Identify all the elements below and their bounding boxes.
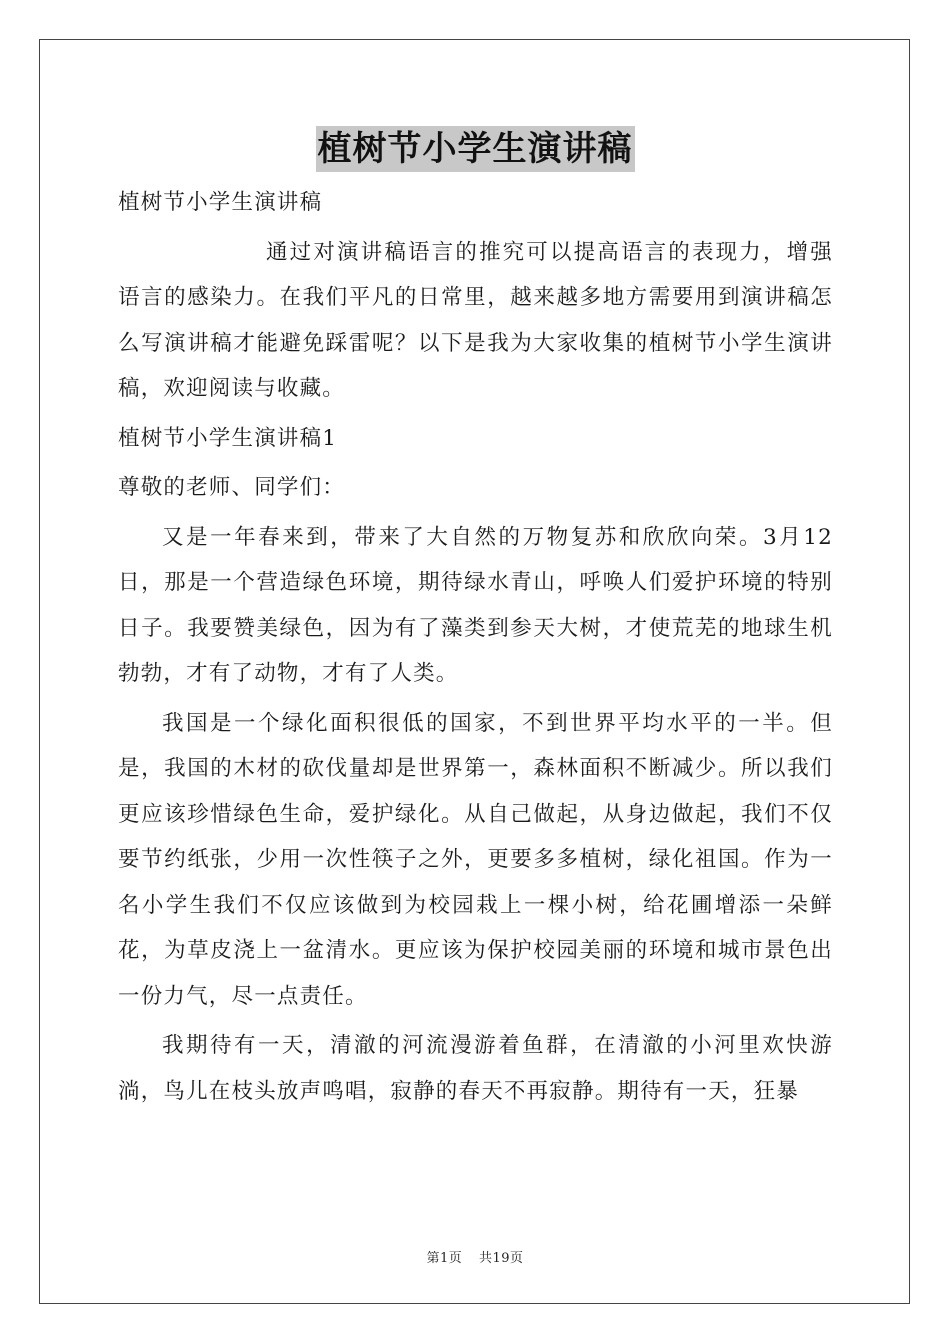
document-title: 植树节小学生演讲稿 bbox=[316, 126, 635, 172]
body-paragraph: 我国是一个绿化面积很低的国家，不到世界平均水平的一半。但是，我国的木材的砍伐量却是世界第一，森林面积不断减少。所以我们更应该珍惜绿色生命，爱护绿化。从自己做起，从身边做起，我们不仅要节约纸张，少用一次性筷子之外，更要多多植树，绿化祖国。作为一名小学生我们不仅应该做到为校园栽上一棵小树，给花圃增添一朵鲜花，为草皮浇上一盆清水。更应该为保护校园美丽的环境和城市景色出一份力气，尽一点责任。 bbox=[118, 710, 833, 1009]
body-paragraph: 我期待有一天，清澈的河流漫游着鱼群，在清澈的小河里欢快游淌，鸟儿在枝头放声鸣唱，寂静的春天不再寂静。期待有一天，狂暴 bbox=[118, 1033, 833, 1104]
body-paragraph: 又是一年春来到，带来了大自然的万物复苏和欣欣向荣。3月12日，那是一个营造绿色环境，期待绿水青山，呼唤人们爱护环境的特别日子。我要赞美绿色，因为有了藻类到参天大树，才使荒芜的地球生机勃勃，才有了动物，才有了人类。 bbox=[118, 524, 833, 686]
document-body bbox=[118, 180, 833, 1114]
section-heading: 植树节小学生演讲稿1 bbox=[118, 425, 338, 451]
page-footer bbox=[0, 1247, 950, 1266]
page-number: 第1页 bbox=[426, 1251, 463, 1266]
intro-paragraph: 通过对演讲稿语言的推究可以提高语言的表现力，增强语言的感染力。在我们平凡的日常里，越来越多地方需要用到演讲稿怎么写演讲稿才能避免踩雷呢？以下是我为大家收集的植树节小学生演讲稿，欢迎阅读与收藏。 bbox=[118, 239, 833, 401]
title-container bbox=[0, 126, 950, 172]
salutation: 尊敬的老师、同学们： bbox=[118, 475, 346, 500]
document-subtitle: 植树节小学生演讲稿 bbox=[118, 190, 323, 215]
page-total: 共19页 bbox=[478, 1251, 524, 1266]
